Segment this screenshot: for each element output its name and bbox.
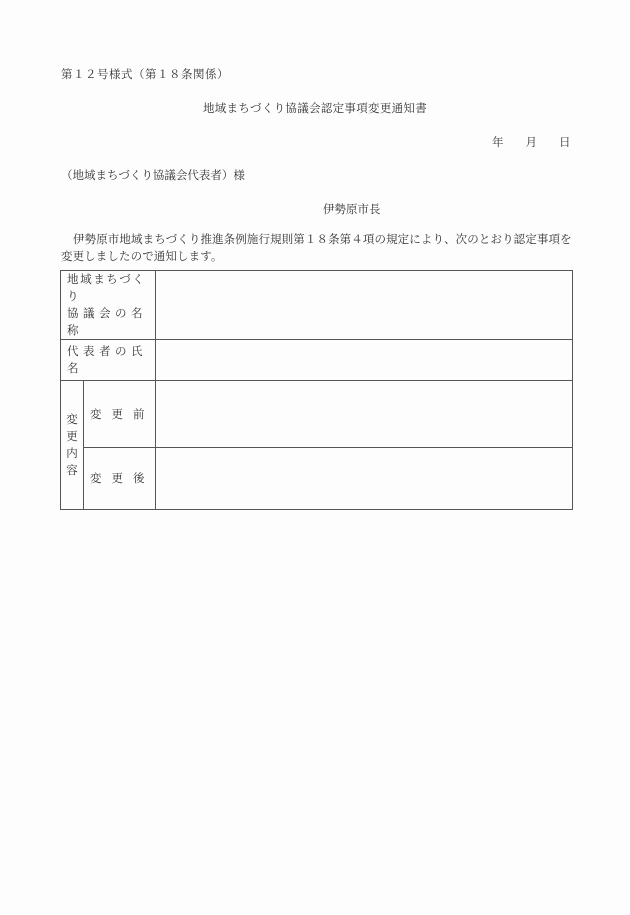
table-row-change-before [61, 381, 573, 448]
after-change-label: 変更後 [84, 448, 156, 510]
council-name-field[interactable] [156, 271, 573, 340]
before-change-field[interactable] [156, 381, 573, 448]
change-details-char-4: 容 [66, 463, 78, 477]
addressee: （地域まちづくり協議会代表者）様 [61, 168, 245, 182]
month-label: 月 [525, 135, 537, 149]
year-label: 年 [492, 135, 504, 149]
table-row-change-after [61, 448, 573, 510]
council-name-label-line2: 協議会の名称 [67, 306, 147, 337]
document-title: 地域まちづくり協議会認定事項変更通知書 [202, 101, 428, 115]
table-row-representative [61, 340, 573, 381]
change-details-char-2: 更 [66, 429, 78, 443]
representative-name-field[interactable] [156, 340, 573, 381]
date-line [492, 134, 571, 150]
change-details-char-1: 変 [66, 412, 78, 426]
change-table [60, 270, 573, 510]
before-change-label: 変更前 [84, 381, 156, 448]
table-row-council-name [61, 271, 573, 340]
body-text: 伊勢原市地域まちづくり推進条例施行規則第１８条第４項の規定により、次のとおり認定事項を変更しましたので通知します。 [61, 232, 572, 263]
after-change-field[interactable] [156, 448, 573, 510]
day-label: 日 [559, 135, 571, 149]
council-name-label-line1: 地域まちづくり [67, 272, 146, 303]
change-details-char-3: 内 [66, 446, 78, 460]
form-number: 第１２号様式（第１８条関係） [61, 67, 229, 81]
change-details-label [61, 381, 84, 510]
council-name-label [61, 271, 156, 340]
issuer: 伊勢原市長 [323, 202, 381, 216]
representative-name-label: 代表者の氏名 [61, 340, 156, 381]
